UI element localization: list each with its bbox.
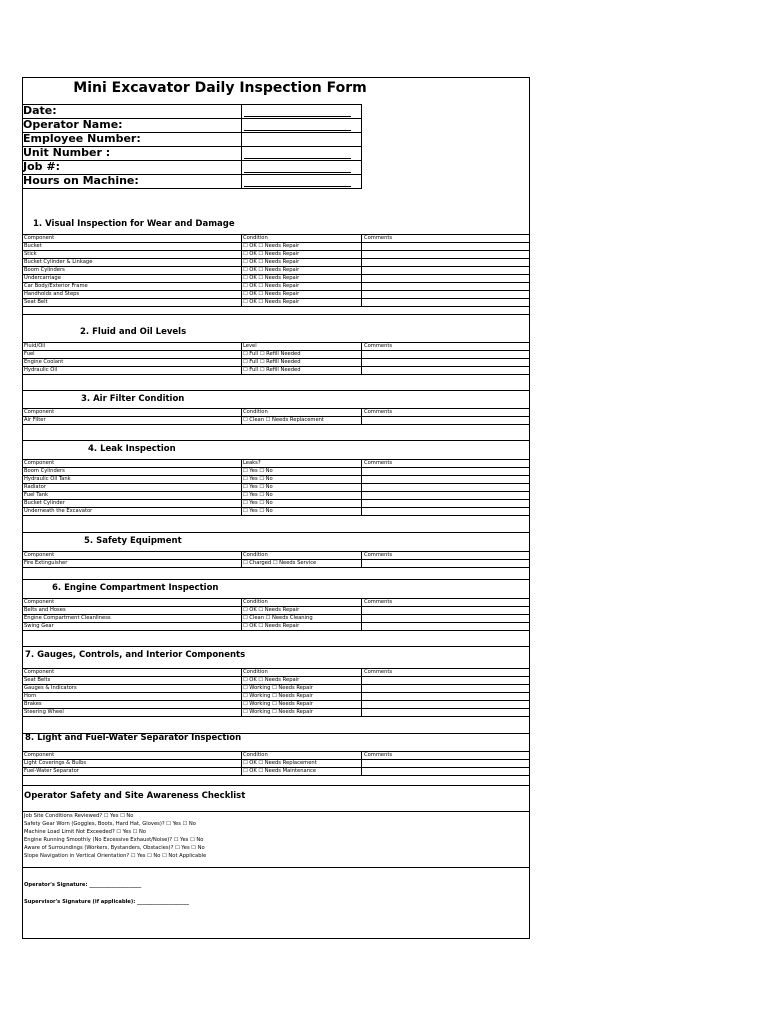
date-field[interactable] — [23, 104, 362, 118]
table-row — [23, 416, 530, 425]
component-cell: Boom Cylinders — [24, 468, 65, 474]
component-cell: Stick — [24, 251, 37, 257]
column-header: Condition — [241, 552, 362, 559]
column-header: Condition — [241, 669, 362, 676]
table-row — [23, 298, 530, 307]
job-number-field[interactable] — [23, 160, 362, 174]
field-value[interactable] — [241, 133, 362, 146]
section-divider — [23, 440, 530, 441]
field-label: Employee Number: — [23, 132, 141, 145]
table-row — [23, 274, 530, 282]
table-row — [23, 290, 530, 298]
component-cell: Belts and Hoses — [24, 607, 66, 613]
condition-checkboxes[interactable]: ☐ Clean ☐ Needs Cleaning — [241, 615, 362, 622]
column-header: Component — [24, 552, 55, 558]
column-header: Comments — [364, 752, 393, 758]
component-cell: Steering Wheel — [24, 709, 64, 715]
condition-checkboxes[interactable]: ☐ OK ☐ Needs Repair — [241, 291, 362, 298]
column-header: Level — [241, 343, 362, 350]
condition-checkboxes[interactable]: ☐ Working ☐ Needs Repair — [241, 701, 362, 708]
table-row — [23, 491, 530, 499]
condition-checkboxes[interactable]: ☐ OK ☐ Needs Repair — [241, 259, 362, 266]
component-cell: Radiator — [24, 484, 46, 490]
field-value[interactable] — [241, 147, 362, 160]
condition-checkboxes[interactable]: ☐ Yes ☐ No — [241, 484, 362, 491]
employee-number-field[interactable] — [23, 132, 362, 146]
table-row — [23, 358, 530, 366]
column-header: Component — [24, 669, 55, 675]
column-header: Component — [24, 409, 55, 415]
section-divider — [23, 785, 530, 786]
condition-checkboxes[interactable]: ☐ Clean ☐ Needs Replacement — [241, 417, 362, 424]
checklist-item[interactable]: Machine Load Limit Not Exceeded? ☐ Yes ☐ No — [24, 829, 147, 835]
component-cell: Engine Compartment Cleanliness — [24, 615, 111, 621]
component-cell: Gauges & Indicators — [24, 685, 77, 691]
unit-number-field[interactable] — [23, 146, 362, 160]
component-cell: Undercarriage — [24, 275, 61, 281]
column-header: Comments — [364, 409, 393, 415]
column-header: Leaks? — [241, 460, 362, 467]
component-cell: Seat Belt — [24, 299, 48, 305]
checklist-item[interactable]: Engine Running Smoothly (No Excessive Exhaust/Noise)? ☐ Yes ☐ No — [24, 837, 204, 843]
table-header-row — [23, 342, 530, 350]
component-cell: Car Body/Exterior Frame — [24, 283, 88, 289]
table-row — [23, 258, 530, 266]
component-cell: Seat Belts — [24, 677, 51, 683]
column-header: Condition — [241, 752, 362, 759]
table-row — [23, 622, 530, 631]
table-row — [23, 475, 530, 483]
component-cell: Hydraulic Oil — [24, 367, 58, 373]
component-cell: Horn — [24, 693, 37, 699]
checklist-item[interactable]: Aware of Surroundings (Workers, Bystanders, Obstacles)? ☐ Yes ☐ No — [24, 845, 205, 851]
column-header: Comments — [364, 599, 393, 605]
component-cell: Handholds and Steps — [24, 291, 80, 297]
component-cell: Fuel-Water Separator — [24, 768, 79, 774]
field-value[interactable] — [241, 105, 362, 118]
component-cell: Light Coverings & Bulbs — [24, 760, 87, 766]
column-header: Condition — [241, 599, 362, 606]
condition-checkboxes[interactable]: ☐ OK ☐ Needs Repair — [241, 677, 362, 684]
operator-signature[interactable]: Operator's Signature: ____________________ — [24, 882, 142, 888]
table-header-row — [23, 668, 530, 676]
section-divider — [23, 646, 530, 647]
component-cell: Air Filter — [24, 417, 46, 423]
section-title: 4. Leak Inspection — [88, 444, 176, 454]
condition-checkboxes[interactable]: ☐ OK ☐ Needs Repair — [241, 251, 362, 258]
table-row — [23, 366, 530, 375]
header-divider — [23, 188, 362, 189]
checklist-item[interactable]: Safety Gear Worn (Goggles, Boots, Hard Hat, Gloves)? ☐ Yes ☐ No — [24, 821, 196, 827]
column-header: Comments — [364, 552, 393, 558]
table-row — [23, 614, 530, 622]
condition-checkboxes[interactable]: ☐ OK ☐ Needs Repair — [241, 243, 362, 250]
column-header: Condition — [241, 235, 362, 242]
condition-checkboxes[interactable]: ☐ Yes ☐ No — [241, 508, 362, 515]
column-header: Fluid/Oil — [24, 343, 46, 349]
column-header: Comments — [364, 235, 393, 241]
component-cell: Bucket Cylinder & Linkage — [24, 259, 93, 265]
table-header-row — [23, 459, 530, 467]
component-cell: Fuel Tank — [24, 492, 49, 498]
component-cell: Swing Gear — [24, 623, 54, 629]
condition-checkboxes[interactable]: ☐ Yes ☐ No — [241, 468, 362, 475]
table-row — [23, 606, 530, 614]
section-divider — [23, 532, 530, 533]
field-label: Unit Number : — [23, 146, 111, 159]
condition-checkboxes[interactable]: ☐ Working ☐ Needs Repair — [241, 685, 362, 692]
component-cell: Engine Coolant — [24, 359, 64, 365]
condition-checkboxes[interactable]: ☐ Full ☐ Refill Needed — [241, 367, 362, 374]
column-header: Component — [24, 752, 55, 758]
component-cell: Boom Cylinders — [24, 267, 65, 273]
table-row — [23, 559, 530, 568]
section-divider — [23, 579, 530, 580]
form-title: Mini Excavator Daily Inspection Form — [73, 80, 367, 96]
section-title: 1. Visual Inspection for Wear and Damage — [33, 219, 235, 229]
table-row — [23, 282, 530, 290]
condition-checkboxes[interactable]: ☐ OK ☐ Needs Maintenance — [241, 768, 362, 775]
condition-checkboxes[interactable]: ☐ Full ☐ Refill Needed — [241, 351, 362, 358]
inspection-form — [22, 77, 530, 939]
field-label: Date: — [23, 104, 57, 117]
table-row — [23, 700, 530, 708]
table-row — [23, 684, 530, 692]
supervisor-signature[interactable]: Supervisor's Signature (if applicable): ____________________ — [24, 899, 189, 905]
column-header: Comments — [364, 343, 393, 349]
checklist-item[interactable]: Job Site Conditions Reviewed? ☐ Yes ☐ No — [24, 813, 134, 819]
component-cell: Fire Extinguisher — [24, 560, 68, 566]
table-header-row — [23, 551, 530, 559]
condition-checkboxes[interactable]: ☐ Yes ☐ No — [241, 500, 362, 507]
checklist-item[interactable]: Slope Navigation in Vertical Orientation? ☐ Yes ☐ No ☐ Not Applicable — [24, 853, 207, 859]
checklist-title: Operator Safety and Site Awareness Checklist — [24, 791, 246, 801]
condition-checkboxes[interactable]: ☐ OK ☐ Needs Repair — [241, 267, 362, 274]
column-header: Component — [24, 460, 55, 466]
section-title: 7. Gauges, Controls, and Interior Components — [25, 650, 246, 660]
table-row — [23, 483, 530, 491]
condition-checkboxes[interactable]: ☐ OK ☐ Needs Repair — [241, 607, 362, 614]
table-row — [23, 499, 530, 507]
condition-checkboxes[interactable]: ☐ Yes ☐ No — [241, 476, 362, 483]
table-row — [23, 767, 530, 776]
table-header-row — [23, 408, 530, 416]
table-row — [23, 759, 530, 767]
operator-name-field[interactable] — [23, 118, 362, 132]
section-title: 8. Light and Fuel-Water Separator Inspection — [25, 733, 242, 743]
column-header: Component — [24, 599, 55, 605]
field-label: Job #: — [23, 160, 60, 173]
table-row — [23, 507, 530, 516]
condition-checkboxes[interactable]: ☐ Working ☐ Needs Repair — [241, 693, 362, 700]
table-header-row — [23, 234, 530, 242]
condition-checkboxes[interactable]: ☐ OK ☐ Needs Repair — [241, 275, 362, 282]
table-row — [23, 266, 530, 274]
field-value[interactable] — [241, 161, 362, 174]
section-title: 6. Engine Compartment Inspection — [52, 583, 219, 593]
section-divider — [23, 314, 530, 315]
field-value[interactable] — [241, 119, 362, 132]
column-header: Comments — [364, 669, 393, 675]
table-header-row — [23, 598, 530, 606]
component-cell: Underneath the Excavator — [24, 508, 93, 514]
field-label: Operator Name: — [23, 118, 123, 131]
component-cell: Bucket Cylinder — [24, 500, 65, 506]
condition-checkboxes[interactable]: ☐ Full ☐ Refill Needed — [241, 359, 362, 366]
condition-checkboxes[interactable]: ☐ OK ☐ Needs Repair — [241, 299, 362, 306]
table-row — [23, 250, 530, 258]
section-title: 3. Air Filter Condition — [81, 394, 185, 404]
condition-checkboxes[interactable]: ☐ OK ☐ Needs Repair — [241, 283, 362, 290]
component-cell: Fuel — [24, 351, 35, 357]
table-row — [23, 350, 530, 358]
table-row — [23, 467, 530, 475]
section-title: 5. Safety Equipment — [84, 536, 182, 546]
table-row — [23, 242, 530, 250]
condition-checkboxes[interactable]: ☐ Yes ☐ No — [241, 492, 362, 499]
field-value[interactable] — [241, 175, 362, 188]
column-header: Component — [24, 235, 55, 241]
condition-checkboxes[interactable]: ☐ Charged ☐ Needs Service — [241, 560, 362, 567]
table-row — [23, 708, 530, 717]
column-header: Condition — [241, 409, 362, 416]
section-divider — [23, 390, 530, 391]
hours-on-machine-field[interactable] — [23, 174, 362, 188]
section-title: 2. Fluid and Oil Levels — [80, 327, 187, 337]
table-row — [23, 676, 530, 684]
column-header: Comments — [364, 460, 393, 466]
component-cell: Brakes — [24, 701, 42, 707]
field-label: Hours on Machine: — [23, 174, 139, 187]
condition-checkboxes[interactable]: ☐ OK ☐ Needs Repair — [241, 623, 362, 630]
condition-checkboxes[interactable]: ☐ OK ☐ Needs Replacement — [241, 760, 362, 767]
component-cell: Bucket — [24, 243, 42, 249]
table-row — [23, 692, 530, 700]
component-cell: Hydraulic Oil Tank — [24, 476, 71, 482]
section-divider — [23, 867, 530, 868]
table-header-row — [23, 751, 530, 759]
condition-checkboxes[interactable]: ☐ Working ☐ Needs Repair — [241, 709, 362, 716]
